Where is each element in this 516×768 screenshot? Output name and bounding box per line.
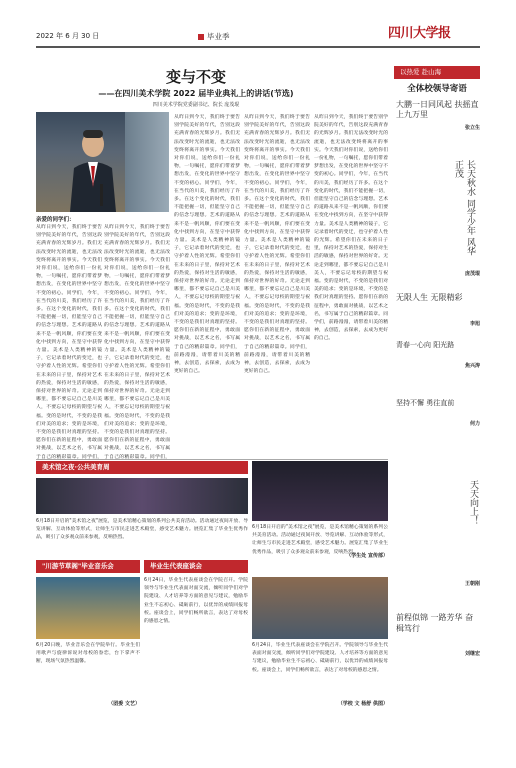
leader-sign-5: 何力 bbox=[469, 421, 480, 427]
speaker-figure-icon bbox=[64, 126, 122, 212]
leader-sign-7: 刘继宏 bbox=[464, 651, 480, 657]
leader-sign-6: 王朝刚 bbox=[464, 581, 480, 587]
section-divider bbox=[36, 459, 388, 460]
speaker-photo bbox=[36, 112, 169, 212]
exhibit-photo bbox=[36, 478, 248, 514]
concert-sign: （团委 文艺） bbox=[108, 701, 140, 707]
issue-date: 2022 年 6 月 30 日 bbox=[36, 32, 100, 40]
leader-sign-2: 庞茂琨 bbox=[464, 271, 480, 277]
sidebar-banner: 以热爱 赴山海 bbox=[394, 66, 480, 79]
article-column-3: 从昨日到今天，我们终于要告别学院美好的年代，告别这段充满青春的光辉岁月。我们无法改变时光的流逝，也无法改变终将离开的事实。今天我们对你们说，送给你们一份礼物，一句嘱托，愿你们带着梦想出发，在变化的世界中坚守不变的初心。同学们，今年，在当代的川美，我们经历了许多。在这个变化的时代，我们不能把握一切，但能坚守自己的信念与理想。艺术的道路从来不是一帆风顺，你们要在变化中找到方向，在坚守中获得力量。美术是人类精神的镜子，它记录着时代的变迁，也守护着人性的光辉。希望你们在未来的日子里，保持对艺术的热爱，保持对生活的敏感，保持对世界的好奇。无论走到哪里，都不要忘记自己是川美人，不要忘记母校的期望与祝福。变的是时代，不变的是我们对美的追求；变的是环境，不变的是我们对真理的坚持。愿你们在新的征程中，勇敢面对挑战，以艺术之名，书写属于自己的精彩篇章。同学们，前路漫漫，请带着川美的精神，去创造，去探索，去成为更好的自己。 bbox=[174, 115, 240, 375]
leader-message-4: 青春一心向 阳光路 bbox=[396, 341, 455, 349]
leader-message-7: 前程似锦 一路芳华 奋楫笃行 bbox=[396, 613, 474, 633]
article-column-2: 从昨日到今天，我们终于要告别学院美好的年代，告别这段充满青春的光辉岁月。我们无法改变时光的流逝，也无法改变终将离开的事实。今天我们对你们说，送给你们一份礼物，一句嘱托，愿你们带着梦想出发，在变化的世界中坚守不变的初心。同学们，今年，在当代的川美，我们经历了许多。在这个变化的时代，我们不能把握一切，但能坚守自己的信念与理想。艺术的道路从来不是一帆风顺，你们要在变化中找到方向，在坚守中获得力量。美术是人类精神的镜子，它记录着时代的变迁，也守护着人性的光辉。希望你们在未来的日子里，保持对艺术的热爱，保持对生活的敏感，保持对世界的好奇。无论走到哪里，都不要忘记自己是川美人，不要忘记母校的期望与祝福。变的是时代，不变的是我们对美的追求；变的是环境，不变的是我们对真理的坚持。愿你们在新的征程中，勇敢面对挑战，以艺术之名，书写属于自己的精彩篇章。同学们， bbox=[104, 225, 170, 459]
concert-photo bbox=[36, 577, 140, 639]
concert-body: 6月20日晚，毕业音乐会在学院举行。毕业生们用歌声与旋律诉说对母校的眷恋，台下掌声不断，现场气氛热烈温馨。 bbox=[36, 643, 140, 665]
sidebar-title: 全体校领导寄语 bbox=[407, 84, 467, 94]
article-column-5: 从昨日到今天，我们终于要告别学院美好的年代，告别这段充满青春的光辉岁月。我们无法改变时光的流逝，也无法改变终将离开的事实。今天我们对你们说，送给你们一份礼物，一句嘱托，愿你们带着梦想出发，在变化的世界中坚守不变的初心。同学们，今年，在当代的川美，我们经历了许多。在这个变化的时代，我们不能把握一切，但能坚守自己的信念与理想。艺术的道路从来不是一帆风顺，你们要在变化中找到方向，在坚守中获得力量。美术是人类精神的镜子，它记录着时代的变迁，也守护着人性的光辉。希望你们在未来的日子里，保持对艺术的热爱，保持对生活的敏感，保持对世界的好奇。无论走到哪里，都不要忘记自己是川美人，不要忘记母校的期望与祝福。变的是时代，不变的是我们对美的追求；变的是环境，不变的是我们对真理的坚持。愿你们在新的征程中，勇敢面对挑战，以艺术之名，书写属于自己的精彩篇章。同学们，前路漫漫，请带着川美的精神，去创造，去探索，去成为更好的自己。 bbox=[314, 115, 388, 342]
article-column-4: 从昨日到今天，我们终于要告别学院美好的年代，告别这段充满青春的光辉岁月。我们无法改变时光的流逝，也无法改变终将离开的事实。今天我们对你们说，送给你们一份礼物，一句嘱托，愿你们带着梦想出发，在变化的世界中坚守不变的初心。同学们，今年，在当代的川美，我们经历了许多。在这个变化的时代，我们不能把握一切，但能坚守自己的信念与理想。艺术的道路从来不是一帆风顺，你们要在变化中找到方向，在坚守中获得力量。美术是人类精神的镜子，它记录着时代的变迁，也守护着人性的光辉。希望你们在未来的日子里，保持对艺术的热爱，保持对生活的敏感，保持对世界的好奇。无论走到哪里，都不要忘记自己是川美人，不要忘记母校的期望与祝福。变的是时代，不变的是我们对美的追求；变的是环境，不变的是我们对真理的坚持。愿你们在新的征程中，勇敢面对挑战，以艺术之名，书写属于自己的精彩篇章。同学们，前路漫漫，请带着川美的精神，去创造，去探索，去成为更好的自己。 bbox=[244, 115, 310, 375]
section-concert-head: "川游节草阁"毕业音乐会 bbox=[36, 560, 140, 573]
leader-sign-4: 焦兴涛 bbox=[464, 363, 480, 369]
article-column-1: 从昨日到今天，我们终于要告别学院美好的年代，告别这段充满青春的光辉岁月。我们无法改变时光的流逝，也无法改变终将离开的事实。今天我们对你们说，送给你们一份礼物，一句嘱托，愿你们带着梦想出发，在变化的世界中坚守不变的初心。同学们，今年，在当代的川美，我们经历了许多。在这个变化的时代，我们不能把握一切，但能坚守自己的信念与理想。艺术的道路从来不是一帆风顺，你们要在变化中找到方向，在坚守中获得力量。美术是人类精神的镜子，它记录着时代的变迁，也守护着人性的光辉。希望你们在未来的日子里，保持对艺术的热爱，保持对生活的敏感，保持对世界的好奇。无论走到哪里，都不要忘记自己是川美人，不要忘记母校的期望与祝福。变的是时代，不变的是我们对美的追求；变的是环境，不变的是我们对真理的坚持。愿你们在新的征程中，勇敢面对挑战，以艺术之名，书写属于自己的精彩篇章。同学们， bbox=[36, 225, 102, 459]
leader-message-6: 天天向上！ bbox=[468, 480, 478, 525]
leader-sign-1: 张立生 bbox=[464, 125, 480, 131]
leader-message-2: 长天秋水 同学少年 风华正茂 bbox=[453, 160, 475, 256]
data-body-2: 6月24日，毕业生代表座谈会在学院召开。学院领导与毕业生代表面对面交流，倾听同学们对学院建设、人才培养等方面的意见与建议，勉励毕业生不忘初心、砥砺前行，以优异的成绩回报母校。座谈会上，同学们畅所欲言，表达了对母校的感恩之情。 bbox=[252, 643, 388, 673]
header-rule bbox=[36, 46, 480, 48]
exhibit-body: 6月18日开启的"美术馆之夜"展览，是美术馆精心策划的系列公共美育活动。活动通过夜间开放、导览讲解、互动体验等形式，让师生与市民走进艺术殿堂，感受艺术魅力。展览汇集了毕业生优秀作品，吸引了众多观众前来参观，反响热烈。 bbox=[36, 519, 248, 541]
exhibit-body-2: 6月18日开启的"美术馆之夜"展览，是美术馆精心策划的系列公共美育活动。活动通过夜间开放、导览讲解、互动体验等形式，让师生与市民走进艺术殿堂，感受艺术魅力。展览汇集了毕业生优秀作品，吸引了众多观众前来参观，反响热烈。 bbox=[252, 525, 388, 555]
exhibit-sign: （学生处 宣传部） bbox=[346, 553, 388, 559]
data-sign: （学校 文 杨舒 供图） bbox=[337, 701, 388, 707]
exhibit-photo-2 bbox=[252, 461, 388, 521]
meeting-photo bbox=[252, 577, 388, 639]
section-exhibit-head: 美术馆之夜·公共美育周 bbox=[36, 461, 248, 474]
leader-message-3: 无限人生 无限精彩 bbox=[396, 293, 463, 302]
leader-message-5: 坚持不懈 勇往直前 bbox=[396, 399, 455, 407]
section-data-head: 毕业生代表座谈会 bbox=[144, 560, 248, 573]
leader-message-1: 大鹏一日同风起 扶摇直上九万里 bbox=[396, 100, 479, 119]
section-label: 毕业季 bbox=[198, 31, 230, 42]
masthead-logo: 四川大学报 bbox=[388, 26, 451, 41]
article-subtitle: ——在四川美术学院 2022 届毕业典礼上的讲话(节选) bbox=[98, 89, 294, 98]
salutation: 亲爱的同学们： bbox=[36, 217, 75, 223]
leader-sign-3: 李旭 bbox=[469, 321, 480, 327]
data-body: 6月24日，毕业生代表座谈会在学院召开。学院领导与毕业生代表面对面交流，倾听同学们对学院建设、人才培养等方面的意见与建议，勉励毕业生不忘初心、砥砺前行，以优异的成绩回报母校。座谈会上，同学们畅所欲言，表达了对母校的感恩之情。 bbox=[144, 578, 248, 625]
article-title: 变与不变 bbox=[165, 68, 226, 86]
article-author: 四川美术学院党委副书记、院长 庞茂琨 bbox=[152, 102, 240, 108]
